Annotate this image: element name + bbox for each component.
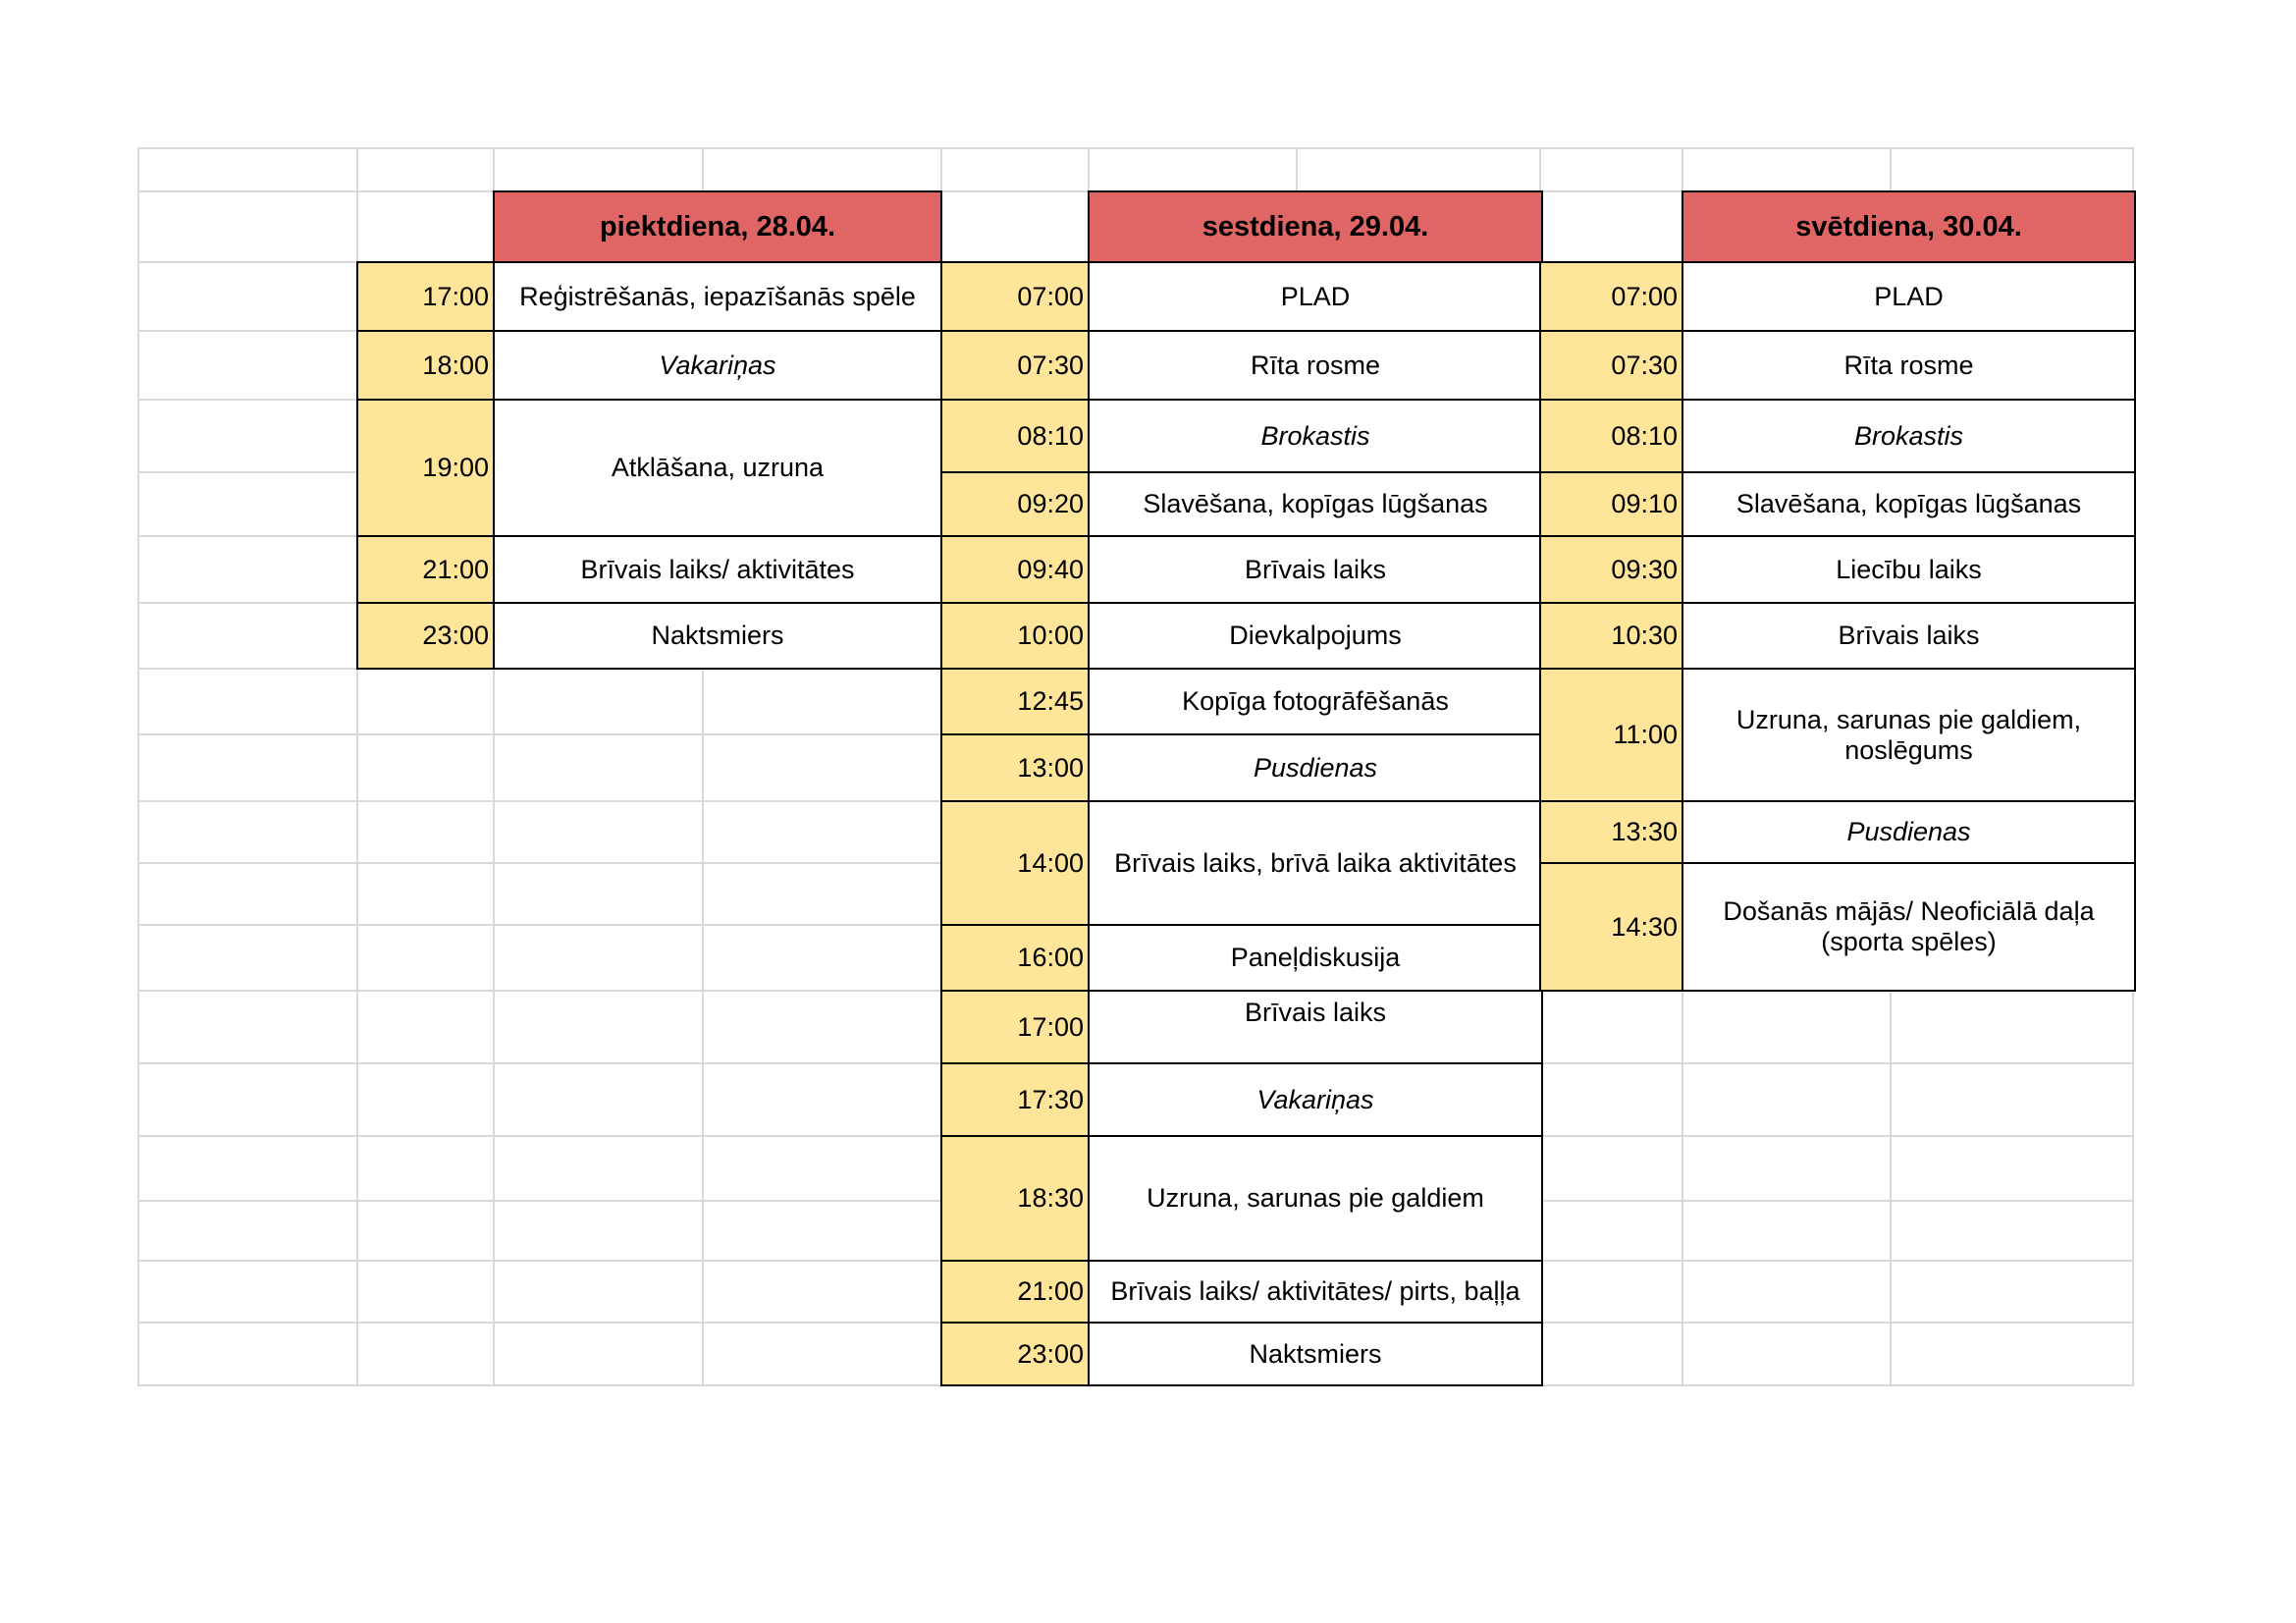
- time-cell-text: 13:30: [1611, 817, 1678, 846]
- time-cell: [940, 399, 1092, 473]
- time-cell-text: 08:10: [1017, 420, 1084, 451]
- time-cell: [940, 990, 1092, 1064]
- day-header-text: sestdiena, 29.04.: [1201, 210, 1429, 243]
- event-cell-text: Pusdienas: [1253, 752, 1378, 783]
- time-cell-text: 07:30: [1611, 350, 1678, 380]
- time-cell-text: 09:10: [1611, 489, 1678, 518]
- event-cell-text: Brīvais laiks: [1244, 998, 1387, 1027]
- event-cell: [1088, 924, 1543, 992]
- time-cell-text: 10:30: [1611, 621, 1678, 650]
- time-cell: [940, 668, 1092, 735]
- time-cell-text: 21:00: [1017, 1276, 1084, 1306]
- event-cell-text: Brīvais laiks: [1838, 621, 1980, 650]
- time-cell-text: 09:20: [1017, 489, 1084, 518]
- time-cell: [356, 330, 497, 401]
- event-cell-text: Došanās mājās/ Neoficiālā daļa (sporta spēles): [1723, 896, 2095, 956]
- event-cell: [1088, 990, 1543, 1064]
- event-cell-text: Brīvais laiks: [1244, 554, 1387, 584]
- time-cell: [940, 471, 1092, 537]
- event-cell-text: Paneļdiskusija: [1230, 943, 1401, 972]
- time-cell: [1539, 471, 1685, 537]
- event-cell-text: Brīvais laiks, brīvā laika aktivitātes: [1114, 847, 1517, 878]
- time-cell: [1539, 862, 1685, 992]
- time-cell: [356, 535, 497, 604]
- time-cell: [940, 733, 1092, 802]
- time-cell: [356, 602, 497, 670]
- event-cell: [1088, 733, 1543, 802]
- event-cell-text: Uzruna, sarunas pie galdiem, noslēgums: [1735, 704, 2082, 765]
- grid-line: [137, 147, 2134, 149]
- event-cell-text: Slavēšana, kopīgas lūgšanas: [1143, 489, 1488, 518]
- event-cell-text: Rīta rosme: [1250, 350, 1381, 380]
- time-cell-text: 10:00: [1017, 621, 1084, 650]
- event-cell-text: Uzruna, sarunas pie galdiem: [1147, 1183, 1484, 1213]
- time-cell: [940, 1135, 1092, 1262]
- event-cell-text: Brīvais laiks/ aktivitātes/ pirts, baļļa: [1110, 1276, 1521, 1306]
- time-cell-text: 12:45: [1017, 686, 1084, 716]
- event-cell: [1682, 330, 2136, 401]
- event-cell: [493, 535, 942, 604]
- day-header: [1682, 190, 2136, 263]
- event-cell: [1682, 800, 2136, 864]
- time-cell-text: 11:00: [1613, 720, 1678, 749]
- time-cell-text: 09:30: [1611, 554, 1678, 584]
- event-cell-text: Brokastis: [1853, 420, 1964, 451]
- event-cell: [1088, 535, 1543, 604]
- time-cell-text: 07:00: [1017, 281, 1084, 311]
- event-cell: [1088, 1260, 1543, 1324]
- event-cell: [1088, 1322, 1543, 1386]
- time-cell: [940, 330, 1092, 401]
- time-cell-text: 19:00: [422, 453, 489, 482]
- event-cell: [1682, 668, 2136, 802]
- time-cell-text: 14:00: [1017, 847, 1084, 878]
- time-cell-text: 16:00: [1017, 943, 1084, 972]
- time-cell: [1539, 330, 1685, 401]
- event-cell: [1088, 471, 1543, 537]
- time-cell-text: 23:00: [422, 621, 489, 650]
- event-cell: [1088, 399, 1543, 473]
- time-cell-text: 23:00: [1017, 1338, 1084, 1369]
- time-cell-text: 17:30: [1017, 1084, 1084, 1114]
- event-cell-text: Brokastis: [1260, 420, 1370, 451]
- day-header-text: svētdiena, 30.04.: [1795, 210, 2022, 243]
- time-cell-text: 21:00: [422, 554, 489, 584]
- time-cell: [1539, 602, 1685, 670]
- event-cell: [1088, 668, 1543, 735]
- time-cell-text: 17:00: [1017, 1011, 1084, 1042]
- time-cell: [940, 261, 1092, 332]
- time-cell: [940, 924, 1092, 992]
- event-cell: [493, 261, 942, 332]
- event-cell: [1088, 800, 1543, 926]
- event-cell-text: Pusdienas: [1846, 817, 1971, 846]
- event-cell: [1088, 602, 1543, 670]
- event-cell-text: Naktsmiers: [1249, 1338, 1382, 1369]
- time-cell: [1539, 668, 1685, 802]
- event-cell: [493, 399, 942, 537]
- time-cell: [940, 1062, 1092, 1137]
- time-cell-text: 09:40: [1017, 554, 1084, 584]
- time-cell: [1539, 399, 1685, 473]
- event-cell-text: Liecību laiks: [1836, 554, 1982, 584]
- event-cell-text: Reģistrēšanās, iepazīšanās spēle: [519, 281, 916, 311]
- event-cell-text: Naktsmiers: [651, 621, 784, 650]
- time-cell: [940, 535, 1092, 604]
- event-cell-text: Kopīga fotogrāfēšanās: [1182, 686, 1449, 716]
- time-cell-text: 08:10: [1611, 420, 1678, 451]
- event-cell-text: PLAD: [1874, 281, 1944, 311]
- event-cell: [493, 330, 942, 401]
- day-header: [493, 190, 942, 263]
- time-cell-text: 07:30: [1017, 350, 1084, 380]
- event-cell: [1088, 1062, 1543, 1137]
- event-cell-text: Rīta rosme: [1843, 350, 1974, 380]
- time-cell-text: 13:00: [1017, 752, 1084, 783]
- event-cell-text: Atklāšana, uzruna: [611, 453, 825, 482]
- event-cell-text: Brīvais laiks/ aktivitātes: [580, 554, 855, 584]
- event-cell-text: Dievkalpojums: [1229, 621, 1402, 650]
- event-cell-text: Vakariņas: [1256, 1084, 1374, 1114]
- event-cell: [493, 602, 942, 670]
- event-cell: [1682, 602, 2136, 670]
- event-cell: [1682, 535, 2136, 604]
- time-cell: [940, 1322, 1092, 1386]
- day-header-text: piektdiena, 28.04.: [599, 210, 836, 243]
- time-cell-text: 18:00: [422, 350, 489, 380]
- time-cell: [940, 800, 1092, 926]
- event-cell: [1088, 261, 1543, 332]
- time-cell: [940, 602, 1092, 670]
- time-cell-text: 18:30: [1017, 1183, 1084, 1213]
- event-cell-text: Slavēšana, kopīgas lūgšanas: [1735, 489, 2082, 518]
- day-header: [1088, 190, 1543, 263]
- time-cell-text: 14:30: [1611, 911, 1678, 942]
- event-cell: [1088, 1135, 1543, 1262]
- time-cell: [356, 261, 497, 332]
- event-cell: [1682, 471, 2136, 537]
- time-cell: [1539, 535, 1685, 604]
- event-cell-text: Vakariņas: [659, 350, 776, 380]
- time-cell-text: 17:00: [422, 281, 489, 311]
- time-cell-text: 07:00: [1611, 281, 1678, 311]
- time-cell: [940, 1260, 1092, 1324]
- event-cell: [1682, 261, 2136, 332]
- event-cell: [1088, 330, 1543, 401]
- time-cell: [1539, 800, 1685, 864]
- event-cell: [1682, 862, 2136, 992]
- event-cell-text: PLAD: [1280, 281, 1351, 311]
- time-cell: [1539, 261, 1685, 332]
- time-cell: [356, 399, 497, 537]
- event-cell: [1682, 399, 2136, 473]
